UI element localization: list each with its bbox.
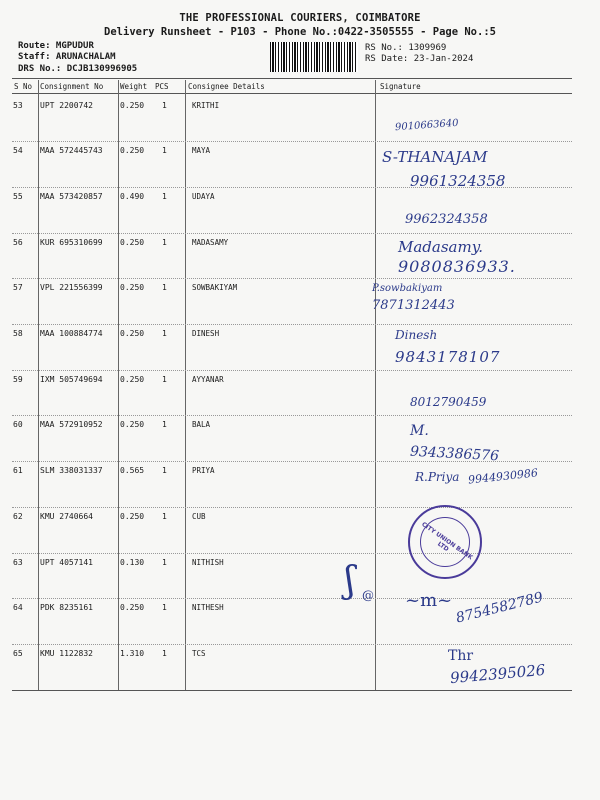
row-weight: 0.250 bbox=[120, 146, 145, 155]
row-consignment: SLM 338031337 bbox=[40, 466, 103, 475]
row-consignment: MAA 573420857 bbox=[40, 192, 103, 201]
table-row bbox=[12, 324, 372, 369]
signature-phone: 7871312443 bbox=[372, 298, 455, 313]
signature-phone: 9962324358 bbox=[405, 212, 488, 227]
row-consignment: MAA 572910952 bbox=[40, 420, 103, 429]
row-consignee: KRITHI bbox=[192, 101, 220, 110]
row-weight: 1.310 bbox=[120, 649, 145, 658]
row-pcs: 1 bbox=[162, 420, 167, 429]
header-divider bbox=[12, 78, 572, 79]
row-pcs: 1 bbox=[162, 649, 167, 658]
bank-stamp-icon bbox=[408, 505, 482, 579]
row-weight: 0.130 bbox=[120, 558, 145, 567]
signature-phone: 9343386576 bbox=[409, 443, 500, 465]
row-consignee: MAYA bbox=[192, 146, 211, 155]
table-row bbox=[12, 96, 372, 141]
row-consignee: PRIYA bbox=[192, 466, 215, 475]
table-row bbox=[12, 507, 372, 552]
row-sno: 63 bbox=[13, 558, 23, 567]
row-consignee: NITHISH bbox=[192, 558, 224, 567]
row-weight: 0.250 bbox=[120, 512, 145, 521]
row-pcs: 1 bbox=[162, 146, 167, 155]
row-divider bbox=[12, 324, 572, 325]
row-pcs: 1 bbox=[162, 603, 167, 612]
row-sno: 58 bbox=[13, 329, 23, 338]
signature-phone: 8754582789 bbox=[454, 589, 545, 627]
table-row bbox=[12, 187, 372, 232]
row-divider bbox=[12, 553, 572, 554]
row-consignee: DINESH bbox=[192, 329, 220, 338]
row-consignee: MADASAMY bbox=[192, 238, 229, 247]
staff-label: Staff: ARUNACHALAM bbox=[18, 52, 116, 62]
signature-scribble-icon: @ bbox=[362, 588, 374, 602]
route-label: Route: MGPUDUR bbox=[18, 41, 94, 51]
barcode bbox=[270, 42, 358, 72]
row-sno: 60 bbox=[13, 420, 23, 429]
row-weight: 0.250 bbox=[120, 329, 145, 338]
row-pcs: 1 bbox=[162, 238, 167, 247]
row-pcs: 1 bbox=[162, 558, 167, 567]
row-pcs: 1 bbox=[162, 329, 167, 338]
signature-phone: 9010663640 bbox=[394, 117, 459, 134]
document-title: THE PROFESSIONAL COURIERS, COIMBATORE bbox=[179, 12, 421, 24]
row-consignment: MAA 572445743 bbox=[40, 146, 103, 155]
stamp-text: CITY UNION BANK LTD bbox=[420, 520, 474, 562]
row-sno: 54 bbox=[13, 146, 23, 155]
signature-scribble-icon: ~m~ bbox=[405, 590, 453, 611]
row-consignment: KMU 2740664 bbox=[40, 512, 93, 521]
table-row bbox=[12, 370, 372, 415]
row-divider bbox=[12, 278, 572, 279]
row-consignment: VPL 221556399 bbox=[40, 283, 103, 292]
col-header-consignee: Consignee Details bbox=[188, 82, 265, 91]
row-divider bbox=[12, 233, 572, 234]
col-header-consignment: Consignment No bbox=[40, 82, 104, 91]
row-consignee: CUB bbox=[192, 512, 206, 521]
row-weight: 0.250 bbox=[120, 101, 145, 110]
document-subtitle: Delivery Runsheet - P103 - Phone No.:0422-3505555 - Page No.:5 bbox=[104, 26, 496, 38]
row-consignee: BALA bbox=[192, 420, 211, 429]
row-sno: 62 bbox=[13, 512, 23, 521]
row-consignment: MAA 100884774 bbox=[40, 329, 103, 338]
row-divider bbox=[12, 141, 572, 142]
table-row bbox=[12, 598, 372, 643]
row-sno: 64 bbox=[13, 603, 23, 612]
signature-phone: 9843178107 bbox=[395, 348, 501, 366]
signature-phone: 9961324358 bbox=[410, 172, 506, 190]
table-row bbox=[12, 233, 372, 278]
col-header-weight: Weight bbox=[120, 82, 148, 91]
col-header-pcs: PCS bbox=[155, 82, 169, 91]
row-consignment: IXM 505749694 bbox=[40, 375, 103, 384]
row-sno: 61 bbox=[13, 466, 23, 475]
row-weight: 0.490 bbox=[120, 192, 145, 201]
row-weight: 0.250 bbox=[120, 603, 145, 612]
row-divider bbox=[12, 370, 572, 371]
row-sno: 57 bbox=[13, 283, 23, 292]
signature-scribble-icon: ʃ bbox=[345, 560, 355, 601]
row-weight: 0.250 bbox=[120, 283, 145, 292]
row-weight: 0.565 bbox=[120, 466, 145, 475]
signature-name: S-THANAJAM bbox=[382, 148, 488, 166]
table-row bbox=[12, 141, 372, 186]
row-divider bbox=[12, 415, 572, 416]
signature-phone: 9080836933. bbox=[398, 257, 516, 276]
table-bottom-border bbox=[12, 690, 572, 691]
row-pcs: 1 bbox=[162, 512, 167, 521]
row-consignee: TCS bbox=[192, 649, 206, 658]
table-row bbox=[12, 461, 372, 506]
row-consignment: KUR 695310699 bbox=[40, 238, 103, 247]
signature-name: Dinesh bbox=[395, 328, 438, 342]
signature-phone: 9942395026 bbox=[449, 660, 547, 688]
rs-date: RS Date: 23-Jan-2024 bbox=[365, 54, 474, 64]
row-pcs: 1 bbox=[162, 375, 167, 384]
signature-name: Madasamy. bbox=[398, 238, 483, 256]
row-consignment: KMU 1122832 bbox=[40, 649, 93, 658]
signature-name: M. bbox=[410, 423, 429, 439]
row-weight: 0.250 bbox=[120, 238, 145, 247]
row-divider bbox=[12, 644, 572, 645]
row-consignment: UPT 2200742 bbox=[40, 101, 93, 110]
row-consignee: NITHESH bbox=[192, 603, 224, 612]
row-consignee: SOWBAKIYAM bbox=[192, 283, 238, 292]
row-consignment: PDK 8235161 bbox=[40, 603, 93, 612]
column-header-divider bbox=[12, 93, 572, 94]
row-sno: 56 bbox=[13, 238, 23, 247]
row-consignee: AYYANAR bbox=[192, 375, 224, 384]
row-pcs: 1 bbox=[162, 466, 167, 475]
signature-phone: 8012790459 bbox=[410, 395, 487, 409]
col-header-signature: Signature bbox=[380, 82, 421, 91]
row-consignment: UPT 4057141 bbox=[40, 558, 93, 567]
signature-name: R.Priya bbox=[415, 470, 460, 484]
signature-scribble-icon: Thr bbox=[448, 648, 474, 664]
table-row bbox=[12, 278, 372, 323]
row-pcs: 1 bbox=[162, 192, 167, 201]
row-divider bbox=[12, 598, 572, 599]
signature-name: P.sowbakiyam bbox=[372, 283, 443, 294]
row-weight: 0.250 bbox=[120, 375, 145, 384]
row-sno: 55 bbox=[13, 192, 23, 201]
row-pcs: 1 bbox=[162, 101, 167, 110]
table-row bbox=[12, 415, 372, 460]
drs-number: DRS No.: DCJB130996905 bbox=[18, 64, 138, 74]
rs-number: RS No.: 1309969 bbox=[365, 43, 447, 53]
row-consignee: UDAYA bbox=[192, 192, 215, 201]
row-sno: 59 bbox=[13, 375, 23, 384]
row-weight: 0.250 bbox=[120, 420, 145, 429]
row-pcs: 1 bbox=[162, 283, 167, 292]
row-sno: 53 bbox=[13, 101, 23, 110]
table-row bbox=[12, 644, 372, 689]
signature-phone: 9944930986 bbox=[467, 466, 539, 487]
row-sno: 65 bbox=[13, 649, 23, 658]
table-row bbox=[12, 553, 372, 598]
row-divider bbox=[12, 507, 572, 508]
col-header-sno: S No bbox=[14, 82, 33, 91]
